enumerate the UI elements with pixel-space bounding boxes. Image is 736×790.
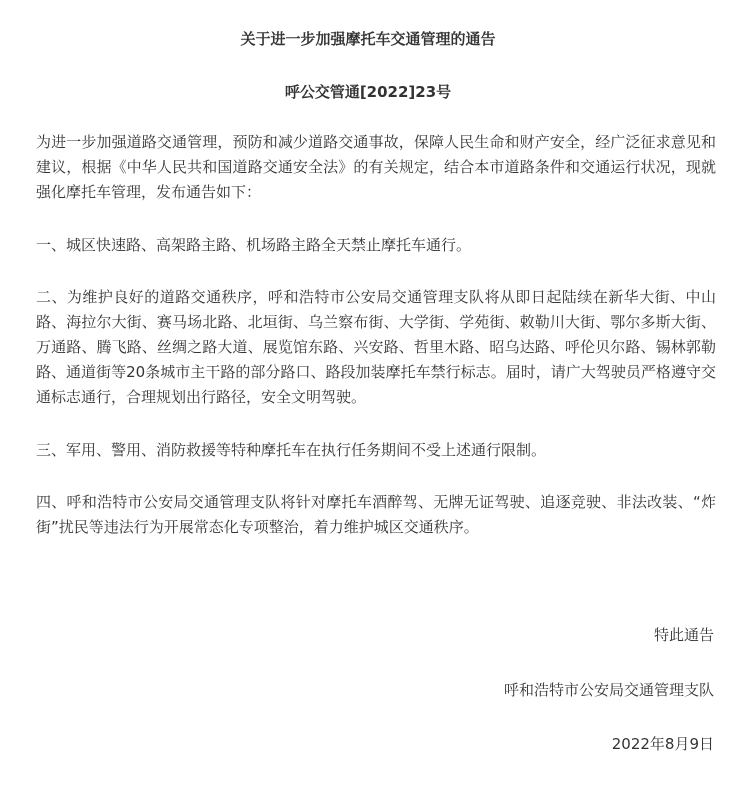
issuer-name: 呼和浩特市公安局交通管理支队	[503, 681, 714, 699]
closing-text: 特此通告	[653, 626, 714, 644]
item-paragraph-2: 二、为维护良好的道路交通秩序，呼和浩特市公安局交通管理支队将从即日起陆续在新华大街、中山路、海拉尔大街、赛马场北路、北垣街、乌兰察布街、大学街、学苑街、敕勒川大街、鄂尔多斯大街、万通路、腾飞路、丝绸之路大道、展览馆东路、兴安路、哲里木路、昭乌达路、呼伦贝尔路、锡林郭勒路、通道街等20条城市主干路的部分路口、路段加装摩托车禁行标志。届时，请广大驾驶员严格遵守交通标志通行，合理规划出行路径，安全文明驾驶。	[36, 288, 716, 406]
item-paragraph-4: 四、呼和浩特市公安局交通管理支队将针对摩托车酒醉驾、无牌无证驾驶、追逐竞驶、非法改装、“炸街”扰民等违法行为开展常态化专项整治，着力维护城区交通秩序。	[36, 493, 716, 536]
item-paragraph-3: 三、军用、警用、消防救援等特种摩托车在执行任务期间不受上述通行限制。	[36, 441, 547, 459]
issue-date: 2022年8月9日	[611, 735, 714, 753]
item-paragraph-1: 一、城区快速路、高架路主路、机场路主路全天禁止摩托车通行。	[36, 236, 472, 254]
notice-title: 关于进一步加强摩托车交通管理的通告	[240, 30, 496, 48]
document-number: 呼公交管通[2022]23号	[284, 83, 452, 101]
notice-body	[36, 130, 716, 568]
intro-paragraph: 为进一步加强道路交通管理，预防和减少道路交通事故，保障人民生命和财产安全，经广泛征求意见和建议，根据《中华人民共和国道路交通安全法》的有关规定，结合本市道路条件和交通运行状况，现就强化摩托车管理，发布通告如下：	[36, 133, 716, 201]
